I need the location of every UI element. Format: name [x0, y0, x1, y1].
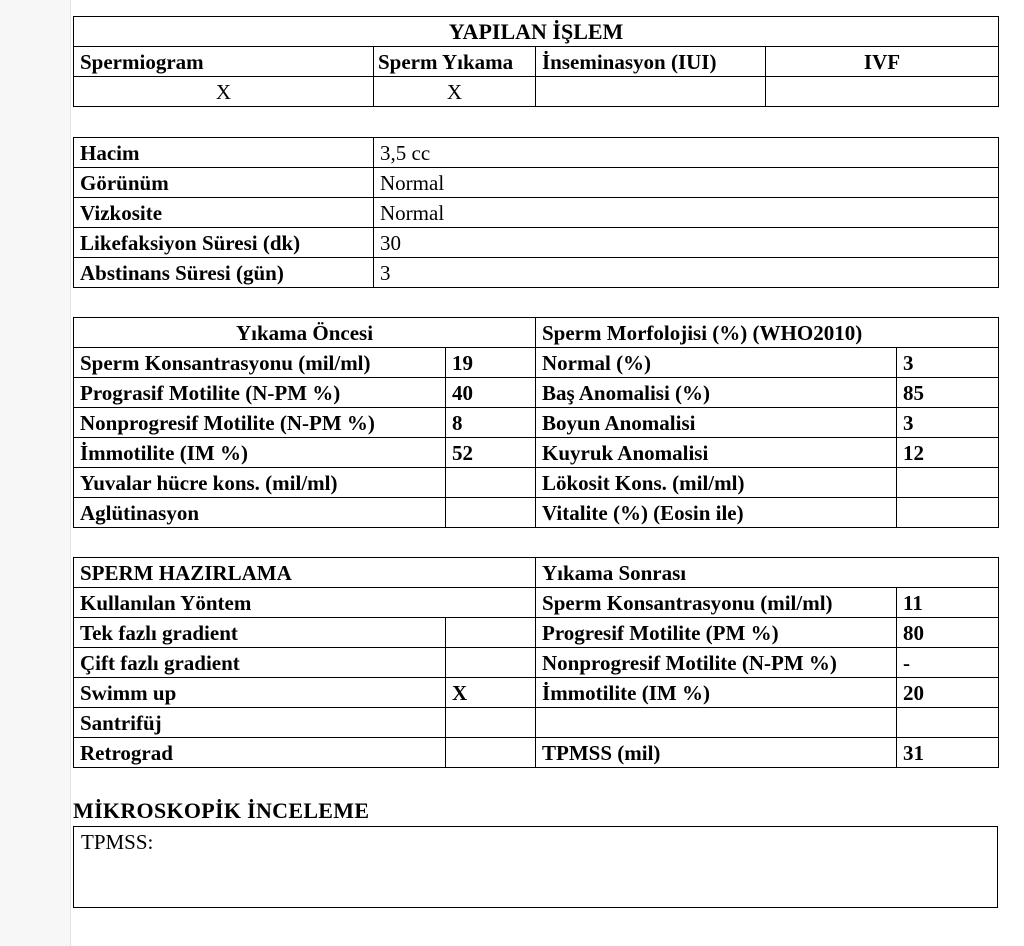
morphology-value: 3 [897, 348, 999, 378]
procedure-header-ivf: IVF [766, 47, 999, 77]
table-row [74, 498, 999, 528]
table-row [74, 378, 999, 408]
macro-label: Likefaksiyon Süresi (dk) [74, 228, 374, 258]
microscopic-title: MİKROSKOPİK İNCELEME [73, 798, 370, 823]
morphology-value: 85 [897, 378, 999, 408]
procedure-mark-ivf [766, 77, 999, 107]
post-wash-value: 11 [897, 588, 999, 618]
macroscopic-table [73, 137, 999, 288]
post-wash-value: 20 [897, 678, 999, 708]
pre-wash-morphology-table [73, 317, 999, 528]
pre-wash-label: Yuvalar hücre kons. (mil/ml) [74, 468, 446, 498]
pre-wash-label: Nonprogresif Motilite (N-PM %) [74, 408, 446, 438]
macro-value: 30 [374, 228, 999, 258]
pre-wash-title: Yıkama Öncesi [74, 318, 536, 348]
procedure-table [73, 16, 999, 107]
procedure-header-iui: İnseminasyon (IUI) [536, 47, 766, 77]
page-margin [0, 0, 71, 946]
tpmss-label: TPMSS: [81, 830, 154, 854]
pre-wash-label: Aglütinasyon [74, 498, 446, 528]
table-row [74, 348, 999, 378]
morphology-label: Normal (%) [536, 348, 897, 378]
pre-wash-value: 52 [446, 438, 536, 468]
microscopic-box [73, 826, 998, 908]
procedure-header-sperm-wash: Sperm Yıkama [374, 47, 536, 77]
pre-wash-label: İmmotilite (IM %) [74, 438, 446, 468]
macro-value: Normal [374, 168, 999, 198]
table-row [74, 618, 999, 648]
morphology-label: Kuyruk Anomalisi [536, 438, 897, 468]
macro-label: Hacim [74, 138, 374, 168]
post-wash-label [536, 708, 897, 738]
table-row [74, 588, 999, 618]
table-row [74, 408, 999, 438]
table-row [74, 708, 999, 738]
morphology-label: Lökosit Kons. (mil/ml) [536, 468, 897, 498]
macro-label: Vizkosite [74, 198, 374, 228]
preparation-post-wash-table [73, 557, 999, 768]
preparation-value [446, 618, 536, 648]
table-row [74, 258, 999, 288]
post-wash-label: İmmotilite (IM %) [536, 678, 897, 708]
pre-wash-label: Prograsif Motilite (N-PM %) [74, 378, 446, 408]
post-wash-title: Yıkama Sonrası [536, 558, 999, 588]
morphology-value: 12 [897, 438, 999, 468]
morphology-title: Sperm Morfolojisi (%) (WHO2010) [536, 318, 999, 348]
macro-label: Abstinans Süresi (gün) [74, 258, 374, 288]
pre-wash-label: Sperm Konsantrasyonu (mil/ml) [74, 348, 446, 378]
post-wash-value: - [897, 648, 999, 678]
preparation-label: Santrifüj [74, 708, 446, 738]
pre-wash-value: 40 [446, 378, 536, 408]
post-wash-label: TPMSS (mil) [536, 738, 897, 768]
procedure-title: YAPILAN İŞLEM [74, 17, 999, 47]
morphology-value [897, 498, 999, 528]
morphology-value [897, 468, 999, 498]
preparation-value: X [446, 678, 536, 708]
pre-wash-value: 19 [446, 348, 536, 378]
pre-wash-value [446, 498, 536, 528]
post-wash-label: Progresif Motilite (PM %) [536, 618, 897, 648]
preparation-label: Retrograd [74, 738, 446, 768]
pre-wash-value [446, 468, 536, 498]
procedure-mark-sperm-wash: X [374, 77, 536, 107]
macro-value: 3 [374, 258, 999, 288]
preparation-label: Swimm up [74, 678, 446, 708]
morphology-label: Vitalite (%) (Eosin ile) [536, 498, 897, 528]
table-row [74, 228, 999, 258]
preparation-method-label: Kullanılan Yöntem [74, 588, 536, 618]
macro-label: Görünüm [74, 168, 374, 198]
procedure-mark-spermiogram: X [74, 77, 374, 107]
post-wash-value: 31 [897, 738, 999, 768]
table-row [74, 438, 999, 468]
morphology-label: Baş Anomalisi (%) [536, 378, 897, 408]
procedure-header-spermiogram: Spermiogram [74, 47, 374, 77]
post-wash-value [897, 708, 999, 738]
morphology-value: 3 [897, 408, 999, 438]
preparation-value [446, 648, 536, 678]
procedure-mark-iui [536, 77, 766, 107]
morphology-label: Boyun Anomalisi [536, 408, 897, 438]
macro-value: 3,5 cc [374, 138, 999, 168]
post-wash-label: Sperm Konsantrasyonu (mil/ml) [536, 588, 897, 618]
table-row [74, 648, 999, 678]
preparation-title: SPERM HAZIRLAMA [74, 558, 536, 588]
table-row [74, 198, 999, 228]
post-wash-value: 80 [897, 618, 999, 648]
preparation-label: Tek fazlı gradient [74, 618, 446, 648]
post-wash-label: Nonprogresif Motilite (N-PM %) [536, 648, 897, 678]
preparation-value [446, 738, 536, 768]
preparation-label: Çift fazlı gradient [74, 648, 446, 678]
table-row [74, 138, 999, 168]
pre-wash-value: 8 [446, 408, 536, 438]
macro-value: Normal [374, 198, 999, 228]
table-row [74, 168, 999, 198]
table-row [74, 678, 999, 708]
table-row [74, 738, 999, 768]
table-row [74, 468, 999, 498]
preparation-value [446, 708, 536, 738]
